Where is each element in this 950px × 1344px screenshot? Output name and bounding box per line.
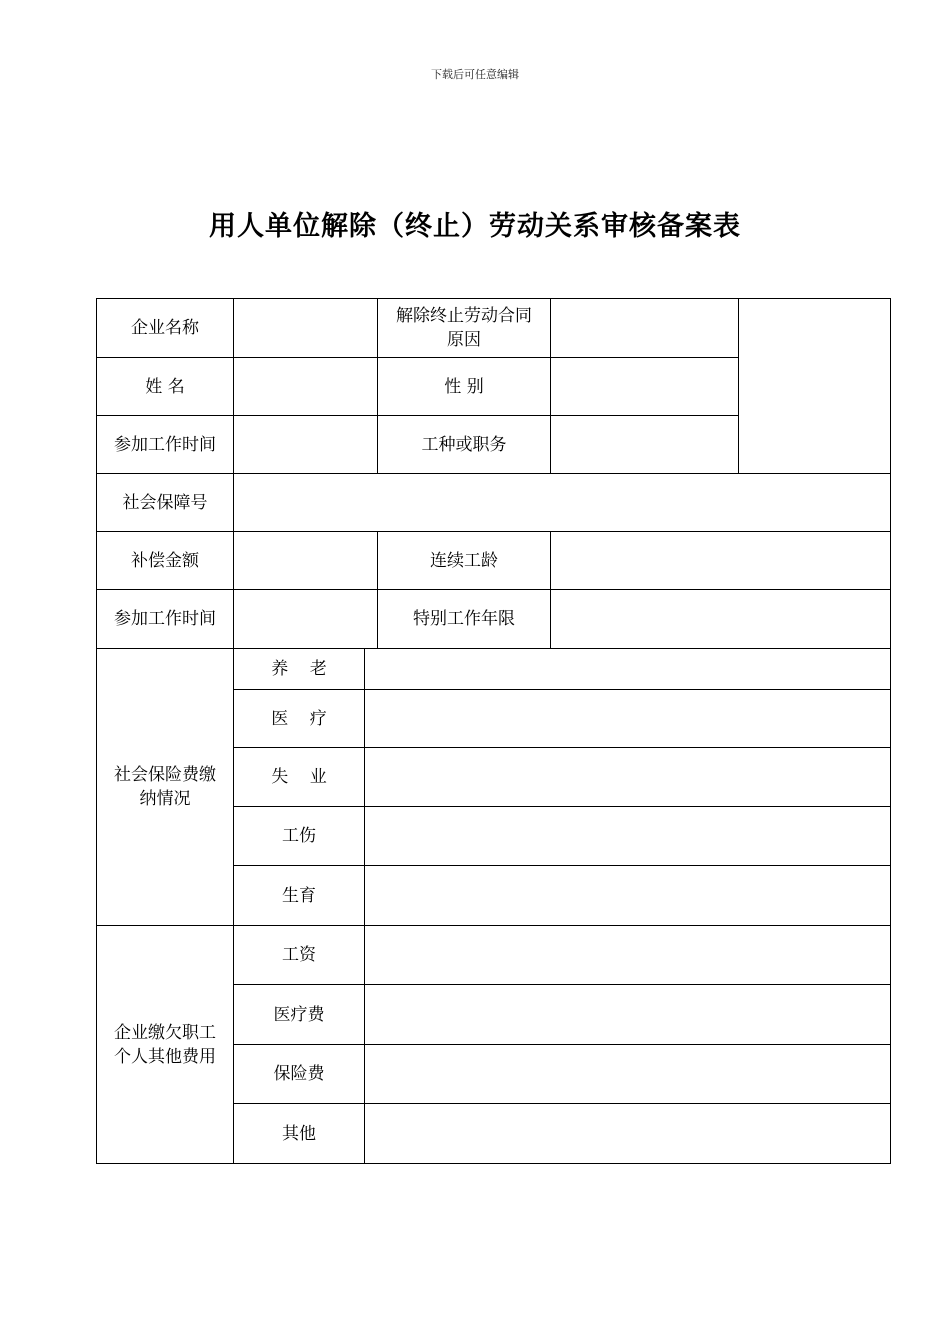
name-label: 姓 名 [145, 376, 185, 397]
social-security-number-field[interactable] [234, 474, 890, 531]
social-security-number-label: 社会保障号 [122, 492, 208, 513]
insurance-fees-label: 保险费 [273, 1064, 325, 1084]
gender-label: 性 别 [444, 376, 484, 397]
pension-field[interactable] [365, 649, 890, 689]
header-note: 下载后可任意编辑 [431, 68, 519, 81]
medical-insurance-field[interactable] [365, 690, 890, 747]
photo-area [739, 299, 890, 473]
medical-expenses-field[interactable] [365, 985, 890, 1044]
registration-form-table [96, 298, 891, 1164]
special-work-years-field[interactable] [551, 590, 890, 648]
medical-insurance-label: 医 疗 [271, 708, 327, 729]
compensation-amount-label: 补偿金额 [131, 550, 199, 571]
company-name-field[interactable] [234, 299, 377, 357]
work-start-time-label-2: 参加工作时间 [114, 609, 216, 629]
termination-reason-label: 解除终止劳动合同 原因 [396, 306, 532, 350]
insurance-fees-field[interactable] [365, 1045, 890, 1103]
work-start-time-label: 参加工作时间 [114, 434, 216, 455]
social-insurance-group-label: 社会保险费缴 纳情况 [114, 765, 216, 809]
work-injury-insurance-field[interactable] [365, 807, 890, 865]
work-start-time-field[interactable] [234, 416, 377, 473]
job-position-label: 工种或职务 [421, 434, 507, 455]
compensation-amount-field[interactable] [234, 532, 377, 589]
name-field[interactable] [234, 358, 377, 415]
company-arrears-group-label: 企业缴欠职工 个人其他费用 [114, 1022, 216, 1067]
pension-label: 养 老 [271, 659, 327, 679]
work-start-time-field-2[interactable] [234, 590, 377, 648]
wages-field[interactable] [365, 926, 890, 984]
maternity-insurance-field[interactable] [365, 866, 890, 925]
other-expenses-label: 其他 [282, 1123, 316, 1144]
document-title: 用人单位解除（终止）劳动关系审核备案表 [209, 211, 741, 242]
job-position-field[interactable] [551, 416, 738, 473]
unemployment-insurance-field[interactable] [365, 748, 890, 806]
unemployment-insurance-label: 失 业 [271, 767, 327, 787]
gender-field[interactable] [551, 358, 738, 415]
maternity-insurance-label: 生育 [282, 885, 316, 906]
termination-reason-field[interactable] [551, 299, 738, 357]
continuous-service-label: 连续工龄 [430, 550, 498, 571]
company-name-label: 企业名称 [131, 318, 199, 338]
continuous-service-field[interactable] [551, 532, 890, 589]
special-work-years-label: 特别工作年限 [413, 609, 515, 629]
work-injury-insurance-label: 工伤 [282, 826, 316, 846]
other-expenses-field[interactable] [365, 1104, 890, 1163]
wages-label: 工资 [282, 945, 316, 965]
medical-expenses-label: 医疗费 [273, 1004, 325, 1025]
